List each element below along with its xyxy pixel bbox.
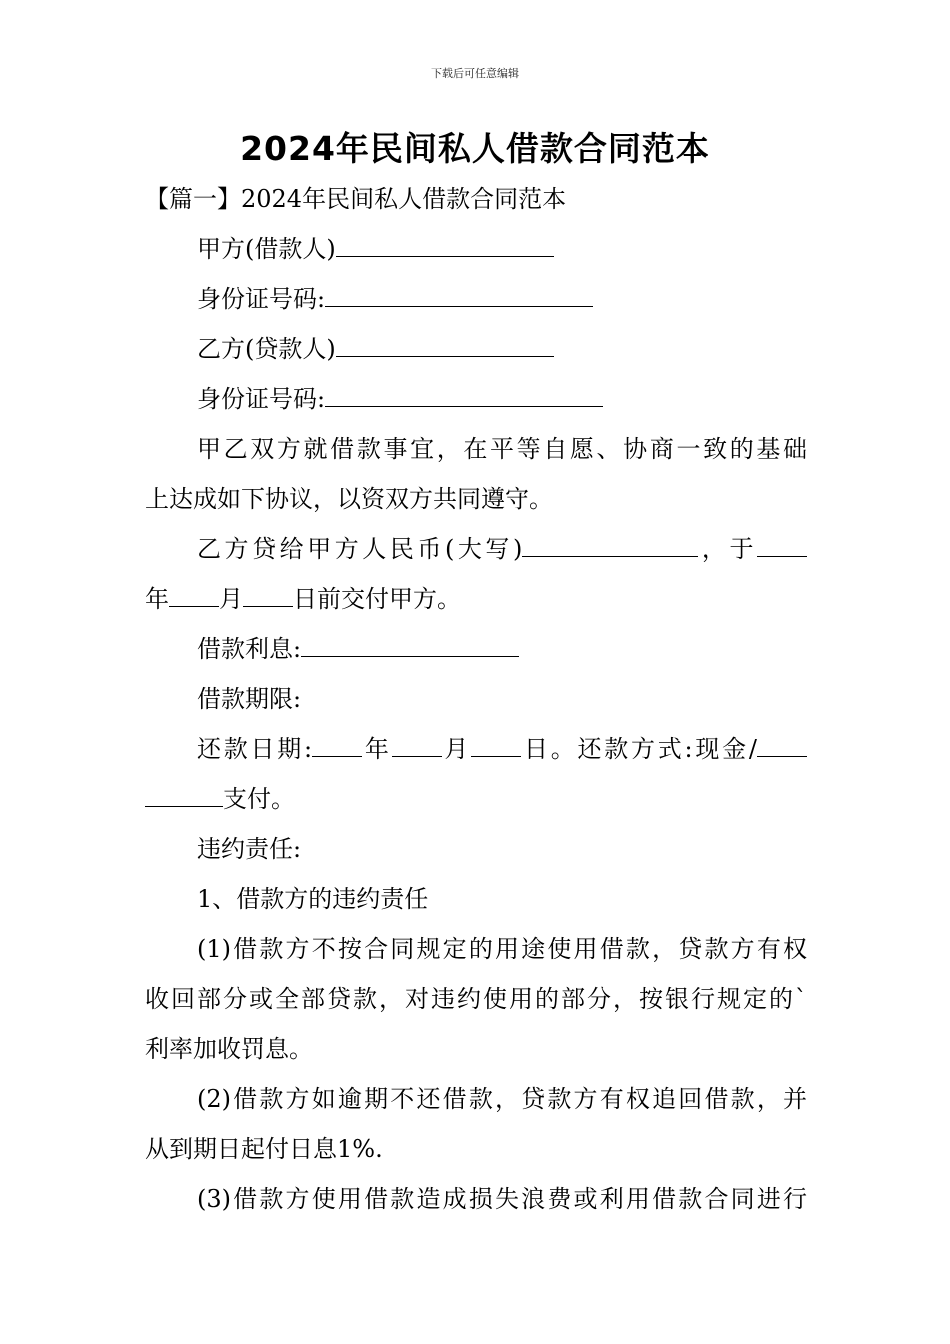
amount-label: 乙方贷给甲方人民币(大写) bbox=[197, 535, 523, 563]
amount-blank bbox=[522, 536, 698, 557]
party-a-id-label: 身份证号码: bbox=[197, 285, 326, 313]
amount-delivery-text: 日前交付甲方。 bbox=[293, 585, 461, 613]
interest-blank bbox=[301, 636, 519, 657]
intro-line-1: 甲乙双方就借款事宜，在平等自愿、协商一致的基础 bbox=[197, 435, 807, 463]
repay-year-text: 年 bbox=[362, 735, 392, 763]
party-a-id-line bbox=[145, 274, 807, 324]
clause-1-2-line-2: 从到期日起付日息1%. bbox=[145, 1135, 383, 1163]
amount-line-1 bbox=[145, 524, 807, 574]
clause-1-1-line-2: 收回部分或全部贷款，对违约使用的部分，按银行规定的` bbox=[145, 985, 807, 1013]
party-a-blank bbox=[336, 236, 554, 257]
party-b-id-line bbox=[145, 374, 807, 424]
party-b-id-label: 身份证号码: bbox=[197, 385, 326, 413]
amount-on-text: ，于 bbox=[698, 535, 757, 563]
interest-label: 借款利息: bbox=[197, 635, 302, 663]
repay-method-text: 日。还款方式:现金/ bbox=[521, 735, 758, 763]
repay-year-blank bbox=[312, 736, 362, 757]
repay-month-text: 月 bbox=[441, 735, 472, 763]
amount-year-blank-start bbox=[757, 536, 807, 557]
amount-month-blank bbox=[169, 586, 219, 607]
term-line: 借款期限: bbox=[197, 685, 302, 713]
document-title: 2024年民间私人借款合同范本 bbox=[240, 129, 710, 168]
repay-pay-text: 支付。 bbox=[223, 785, 295, 813]
party-b-id-blank bbox=[325, 386, 603, 407]
party-a-id-blank bbox=[325, 286, 593, 307]
repay-month-blank bbox=[392, 736, 442, 757]
repay-method-blank-end bbox=[145, 786, 223, 807]
repay-line-2 bbox=[145, 774, 807, 824]
repay-method-blank-start bbox=[757, 736, 807, 757]
party-b-blank bbox=[336, 336, 554, 357]
party-a-label: 甲方(借款人) bbox=[197, 235, 336, 263]
clause-1-heading: 1、借款方的违约责任 bbox=[197, 885, 429, 913]
breach-heading: 违约责任: bbox=[197, 835, 302, 863]
section-heading: 【篇一】2024年民间私人借款合同范本 bbox=[145, 185, 567, 213]
party-b-label: 乙方(贷款人) bbox=[197, 335, 336, 363]
amount-month-text: 月 bbox=[219, 585, 243, 613]
amount-line-2 bbox=[145, 574, 807, 624]
clause-1-3-line-1: (3)借款方使用借款造成损失浪费或利用借款合同进行 bbox=[197, 1185, 807, 1213]
repay-line-1 bbox=[145, 724, 807, 774]
party-b-line bbox=[145, 324, 807, 374]
party-a-line bbox=[145, 224, 807, 274]
clause-1-2-line-1: (2)借款方如逾期不还借款，贷款方有权追回借款，并 bbox=[197, 1085, 807, 1113]
repay-day-blank bbox=[471, 736, 521, 757]
clause-1-1-line-1: (1)借款方不按合同规定的用途使用借款，贷款方有权 bbox=[197, 935, 807, 963]
header-note: 下载后可任意编辑 bbox=[431, 67, 519, 80]
document-body bbox=[145, 174, 807, 1224]
intro-line-2: 上达成如下协议，以资双方共同遵守。 bbox=[145, 485, 553, 513]
repay-date-label: 还款日期: bbox=[197, 735, 313, 763]
amount-year-text: 年 bbox=[145, 585, 169, 613]
clause-1-1-line-3: 利率加收罚息。 bbox=[145, 1035, 313, 1063]
interest-line bbox=[145, 624, 807, 674]
amount-day-blank bbox=[243, 586, 293, 607]
